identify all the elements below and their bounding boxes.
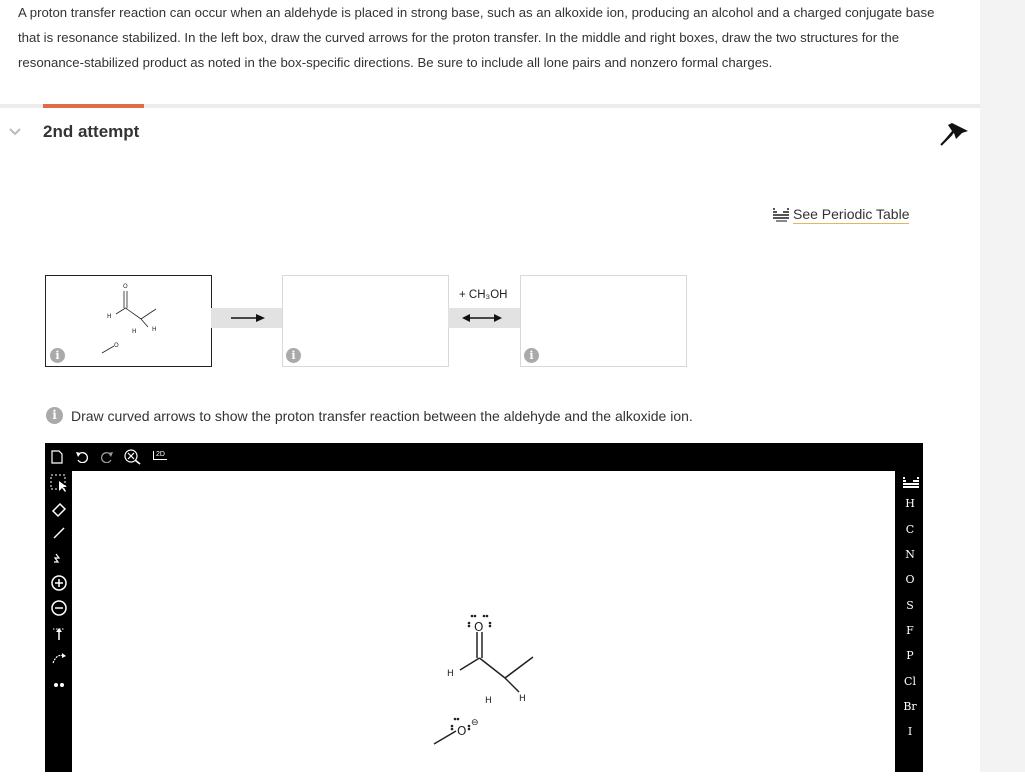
curved-arrow-icon[interactable] xyxy=(49,648,69,668)
select-tool-icon[interactable] xyxy=(49,473,69,493)
new-file-icon[interactable] xyxy=(51,450,63,464)
info-icon[interactable]: i xyxy=(50,348,65,363)
resonance-box-2[interactable] xyxy=(520,275,687,367)
reactant-box[interactable] xyxy=(45,275,212,367)
clear-icon[interactable] xyxy=(124,449,142,465)
periodic-table-icon xyxy=(773,208,789,222)
reactant-structure xyxy=(46,276,211,366)
periodic-table-icon[interactable] xyxy=(903,477,919,489)
element-c-button[interactable]: C xyxy=(905,523,915,536)
reactant-h-mid: H xyxy=(132,328,137,335)
info-icon[interactable]: i xyxy=(46,407,63,424)
element-p-button[interactable]: P xyxy=(906,649,914,662)
lone-pair-icon[interactable] xyxy=(49,675,69,695)
instruction xyxy=(46,407,693,424)
element-i-button[interactable]: I xyxy=(907,725,913,738)
redo-icon[interactable] xyxy=(100,451,114,463)
right-gutter xyxy=(980,0,1025,772)
element-cl-button[interactable]: Cl xyxy=(904,675,916,688)
resonance-arrow-icon xyxy=(462,311,502,325)
element-s-button[interactable]: S xyxy=(906,599,914,612)
info-icon[interactable]: i xyxy=(524,348,539,363)
element-n-button[interactable]: N xyxy=(905,548,915,561)
byproduct-label: + CH₃OH xyxy=(459,289,508,301)
element-o-button[interactable]: O xyxy=(905,573,915,586)
info-icon[interactable]: i xyxy=(286,348,301,363)
question-text: A proton transfer reaction can occur when an aldehyde is placed in strong base, such as an alkoxide ion, producing an alcohol and a charged conjugate base that is resonance stabilized. In the left box, draw the curved arrows for the proton transfer. In the middle and right boxes, draw the two structures for the resonance-stabilized product as noted in the box-specific directions. Be sure to include all lone pairs and nonzero formal charges. xyxy=(18,5,935,70)
methyl-h-label: H xyxy=(519,694,526,704)
element-br-button[interactable]: Br xyxy=(903,700,917,713)
section-divider xyxy=(0,104,980,108)
periodic-table-label: See Periodic Table xyxy=(793,206,910,222)
attempt-heading[interactable]: 2nd attempt xyxy=(43,122,140,141)
eraser-icon[interactable] xyxy=(49,499,69,519)
canvas-structure xyxy=(72,471,895,772)
negative-charge-icon[interactable] xyxy=(49,598,69,618)
chain-tool-icon[interactable] xyxy=(49,548,69,568)
instruction-text: Draw curved arrows to show the proton transfer reaction between the aldehyde and the alkoxide ion. xyxy=(71,407,693,424)
mode-2d-button[interactable]: 2D xyxy=(153,451,167,460)
negative-charge-label: ⊖ xyxy=(471,718,479,728)
element-h-button[interactable]: H xyxy=(905,497,915,510)
periodic-table-link[interactable] xyxy=(773,206,909,224)
arrow-tool-icon[interactable] xyxy=(49,623,69,643)
attempt-tab-accent xyxy=(43,104,144,108)
carbonyl-oxygen-label: O xyxy=(474,620,484,634)
chevron-down-icon[interactable] xyxy=(8,127,22,137)
alkoxide-oxygen-label: O xyxy=(457,724,467,738)
undo-icon[interactable] xyxy=(75,451,89,463)
drawing-canvas[interactable] xyxy=(72,471,895,772)
structure-editor xyxy=(45,443,923,772)
alpha-h-label: H xyxy=(485,696,492,706)
editor-top-toolbar xyxy=(45,443,923,471)
reactant-alkoxide-o: O xyxy=(114,342,119,349)
resonance-box-1[interactable] xyxy=(282,275,449,367)
reactant-carbonyl-o: O xyxy=(123,283,128,290)
positive-charge-icon[interactable] xyxy=(49,573,69,593)
element-f-button[interactable]: F xyxy=(906,624,914,637)
reaction-arrow-icon xyxy=(230,311,266,325)
reactant-h-left: H xyxy=(107,313,112,320)
pin-icon[interactable] xyxy=(938,121,970,149)
reactant-h-right: H xyxy=(152,326,157,333)
aldehyde-h-label: H xyxy=(447,669,454,679)
single-bond-icon[interactable] xyxy=(49,523,69,543)
